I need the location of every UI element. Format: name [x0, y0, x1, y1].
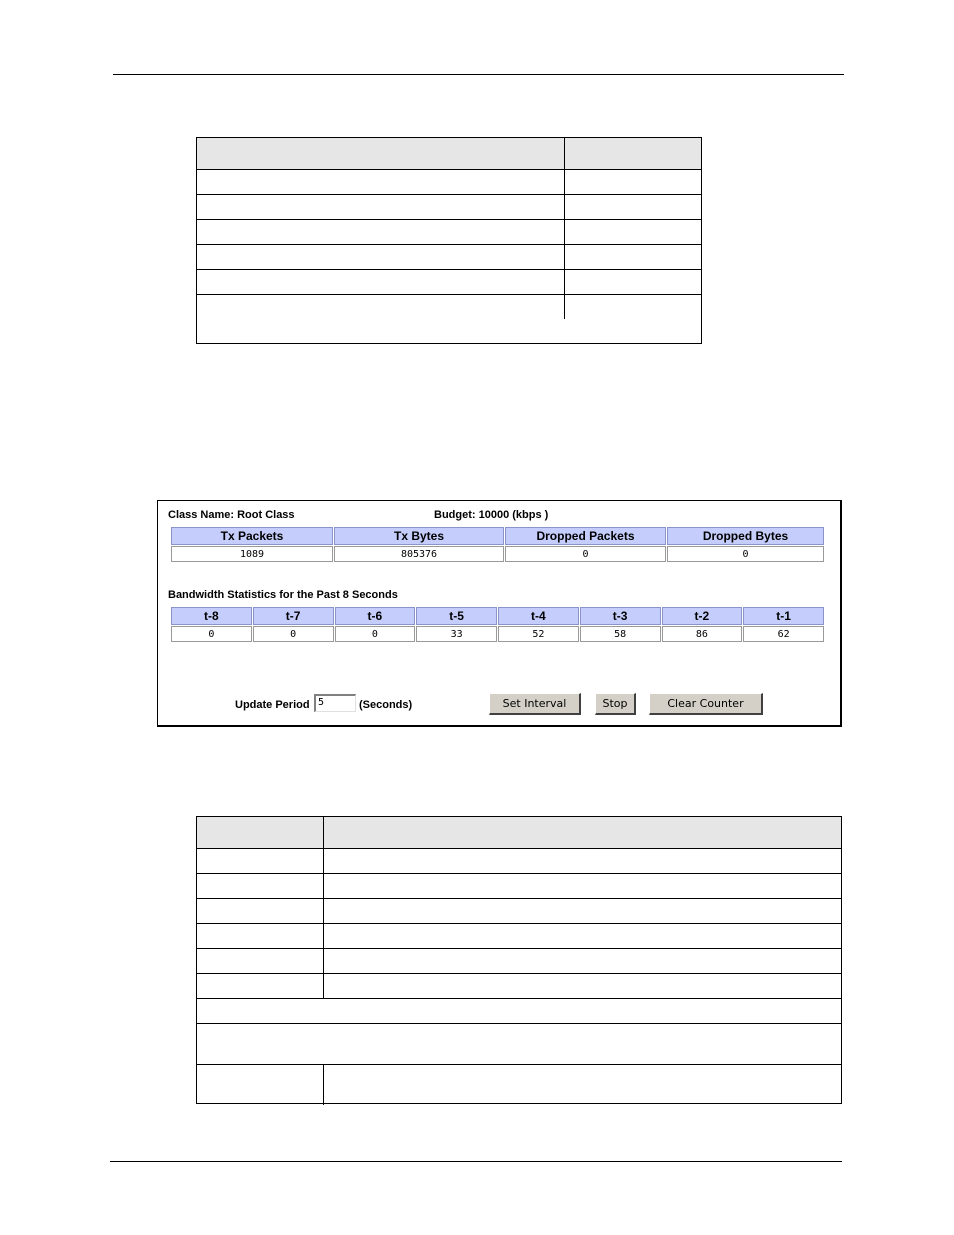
value-t-5: 33 [416, 626, 497, 642]
value-dropped-packets: 0 [505, 546, 666, 562]
top-table [196, 137, 702, 344]
value-t-2: 86 [662, 626, 743, 642]
value-tx-bytes: 805376 [334, 546, 504, 562]
header-dropped-bytes: Dropped Bytes [667, 527, 824, 545]
header-rule [113, 74, 844, 75]
budget-label: Budget: 10000 (kbps ) [434, 509, 549, 521]
header-tx-bytes: Tx Bytes [334, 527, 504, 545]
header-t-4: t-4 [498, 607, 579, 625]
class-statistics-panel [157, 500, 842, 727]
update-period-input[interactable]: 5 [314, 694, 356, 712]
bandwidth-title: Bandwidth Statistics for the Past 8 Seconds [168, 589, 398, 601]
value-t-7: 0 [253, 626, 334, 642]
header-t-8: t-8 [171, 607, 252, 625]
header-dropped-packets: Dropped Packets [505, 527, 666, 545]
header-t-1: t-1 [743, 607, 824, 625]
value-t-1: 62 [743, 626, 824, 642]
class-name-label: Class Name: Root Class [168, 509, 295, 521]
value-t-4: 52 [498, 626, 579, 642]
header-t-5: t-5 [416, 607, 497, 625]
seconds-label: (Seconds) [359, 699, 413, 711]
header-t-3: t-3 [580, 607, 661, 625]
value-t-3: 58 [580, 626, 661, 642]
value-dropped-bytes: 0 [667, 546, 824, 562]
stop-button[interactable]: Stop [595, 693, 636, 715]
header-t-6: t-6 [335, 607, 416, 625]
footer-rule [110, 1161, 842, 1162]
clear-counter-button[interactable]: Clear Counter [649, 693, 763, 715]
header-tx-packets: Tx Packets [171, 527, 333, 545]
value-tx-packets: 1089 [171, 546, 333, 562]
counters-table [170, 526, 825, 563]
bandwidth-table [170, 606, 825, 643]
update-period-label: Update Period [235, 699, 310, 711]
header-t-7: t-7 [253, 607, 334, 625]
header-t-2: t-2 [662, 607, 743, 625]
value-t-6: 0 [335, 626, 416, 642]
value-t-8: 0 [171, 626, 252, 642]
set-interval-button[interactable]: Set Interval [489, 693, 581, 715]
bottom-table [196, 816, 842, 1104]
